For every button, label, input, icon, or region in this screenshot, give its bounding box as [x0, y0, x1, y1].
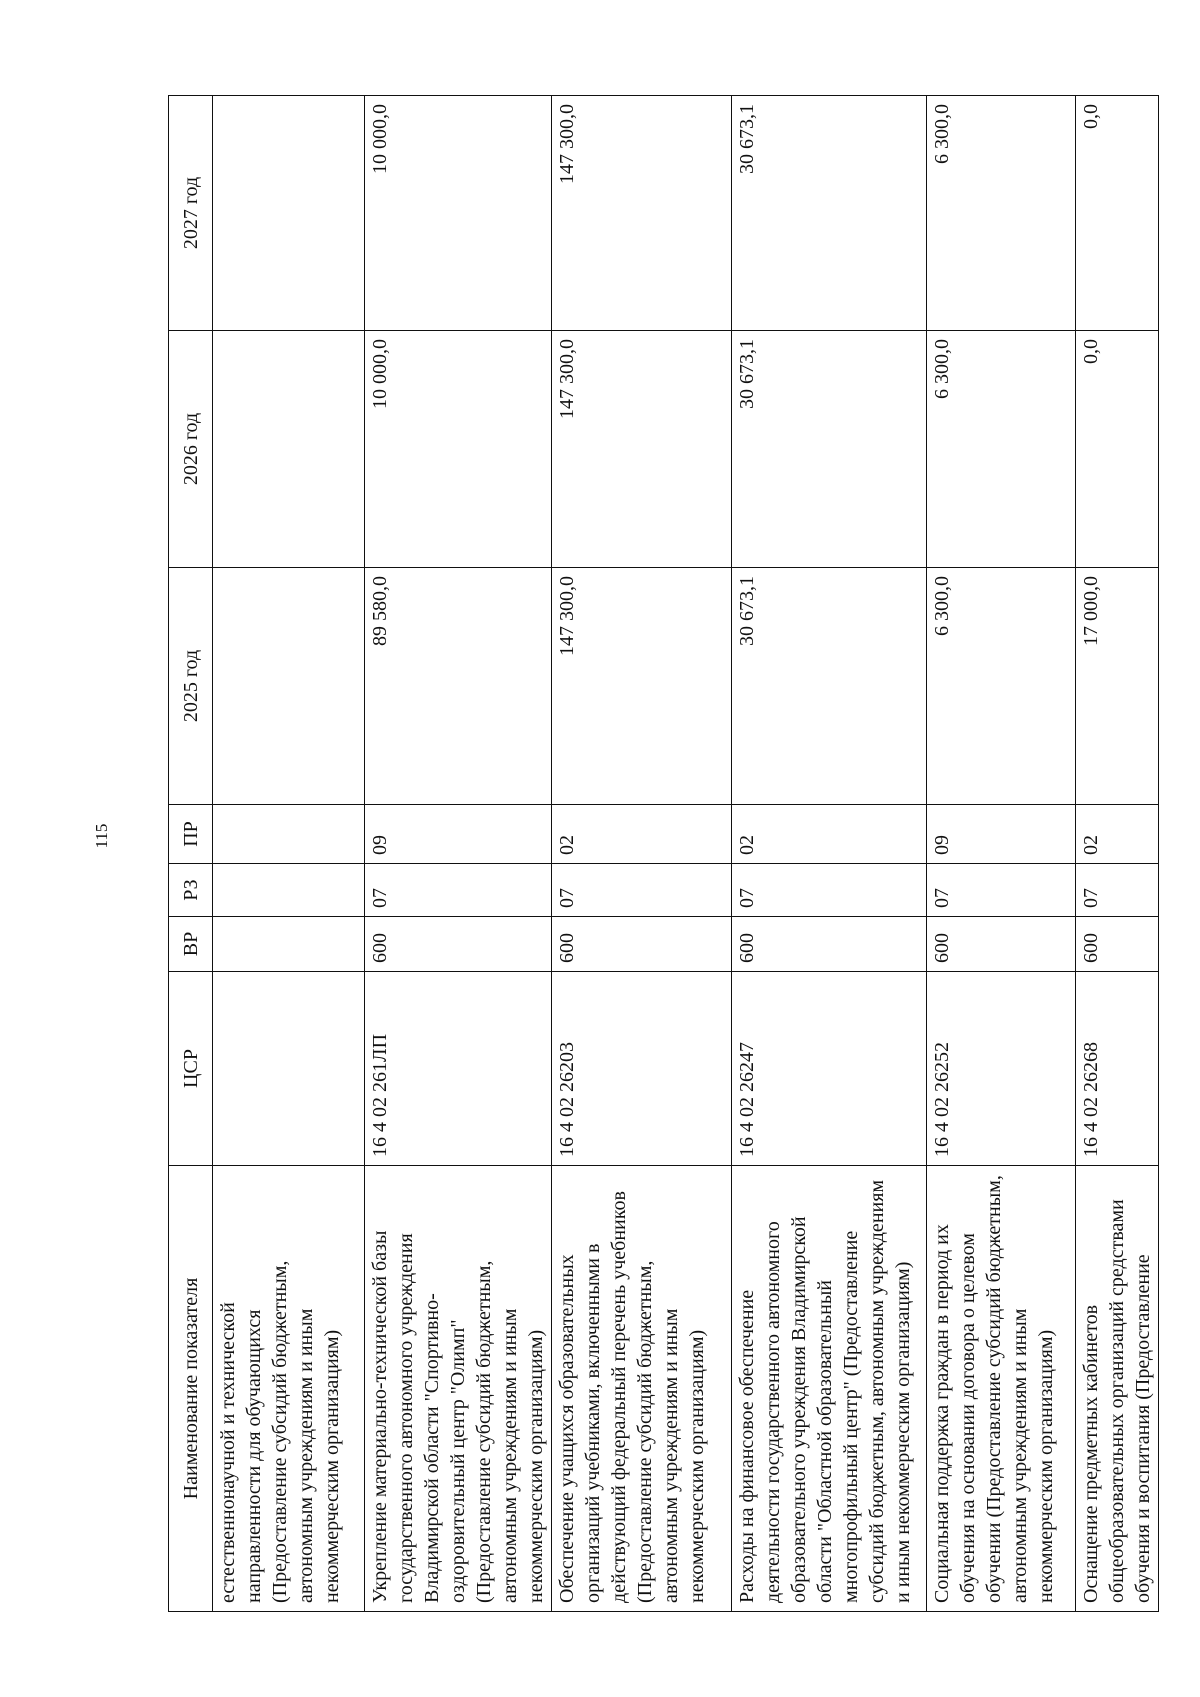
cell-name: Социальная поддержка граждан в период их обучения на основании договора о целевом обучении (Предоставление субсидий бюджетным, автономным учреждениям и иным некоммерческим организациям)	[927, 1166, 1076, 1612]
cell-2027: 10 000,0	[365, 96, 552, 331]
cell-vr: 600	[927, 917, 1076, 972]
header-csr: ЦСР	[169, 972, 213, 1166]
cell-csr	[213, 972, 365, 1166]
table-row	[927, 96, 1076, 1612]
cell-csr: 16 4 02 26268	[1076, 972, 1159, 1166]
cell-2027: 30 673,1	[732, 96, 927, 331]
header-2025: 2025 год	[169, 568, 213, 805]
cell-rz: 07	[927, 864, 1076, 917]
cell-csr: 16 4 02 261ЛП	[365, 972, 552, 1166]
cell-vr: 600	[552, 917, 732, 972]
cell-rz: 07	[732, 864, 927, 917]
cell-pr: 09	[365, 805, 552, 864]
cell-2025: 89 580,0	[365, 568, 552, 805]
cell-pr: 02	[1076, 805, 1159, 864]
cell-rz: 07	[552, 864, 732, 917]
cell-pr: 02	[732, 805, 927, 864]
cell-name: Укрепление материально-технической базы государственного автономного учреждения Владимирской области "Спортивно-оздоровительный центр "Олимп" (Предоставление субсидий бюджетным, автономным учреждениям и иным некоммерческим организациям)	[365, 1166, 552, 1612]
header-2027: 2027 год	[169, 96, 213, 331]
header-pr: ПР	[169, 805, 213, 864]
cell-name: Расходы на финансовое обеспечение деятельности государственного автономного образовательного учреждения Владимирской области "Областной образовательный многопрофильный центр" (Предоставление субсидий бюджетным, автономным учреждениям и иным некоммерческим организациям)	[732, 1166, 927, 1612]
header-2026: 2026 год	[169, 331, 213, 568]
header-rz: РЗ	[169, 864, 213, 917]
table-row	[552, 96, 732, 1612]
cell-2027: 147 300,0	[552, 96, 732, 331]
page-number: 115	[92, 823, 111, 849]
cell-2026: 147 300,0	[552, 331, 732, 568]
cell-vr: 600	[732, 917, 927, 972]
cell-name: Оснащение предметных кабинетов общеобразовательных организаций средствами обучения и воспитания (Предоставление	[1076, 1166, 1159, 1612]
cell-2026: 0,0	[1076, 331, 1159, 568]
cell-2026: 30 673,1	[732, 331, 927, 568]
cell-pr: 09	[927, 805, 1076, 864]
cell-2026	[213, 331, 365, 568]
cell-2026: 6 300,0	[927, 331, 1076, 568]
cell-2027: 0,0	[1076, 96, 1159, 331]
table-row	[213, 96, 365, 1612]
cell-2025	[213, 568, 365, 805]
cell-vr: 600	[365, 917, 552, 972]
cell-csr: 16 4 02 26247	[732, 972, 927, 1166]
cell-csr: 16 4 02 26252	[927, 972, 1076, 1166]
cell-rz: 07	[1076, 864, 1159, 917]
cell-2026: 10 000,0	[365, 331, 552, 568]
cell-rz	[213, 864, 365, 917]
cell-2027: 6 300,0	[927, 96, 1076, 331]
cell-rz: 07	[365, 864, 552, 917]
cell-name: Обеспечение учащихся образовательных организаций учебниками, включенными в действующий федеральный перечень учебников (Предоставление субсидий бюджетным, автономным учреждениям и иным некоммерческим организациям)	[552, 1166, 732, 1612]
header-vr: ВР	[169, 917, 213, 972]
cell-pr	[213, 805, 365, 864]
cell-2025: 6 300,0	[927, 568, 1076, 805]
budget-table	[168, 95, 1159, 1612]
cell-pr: 02	[552, 805, 732, 864]
cell-csr: 16 4 02 26203	[552, 972, 732, 1166]
rotated-table-container	[168, 96, 1154, 1612]
cell-2025: 30 673,1	[732, 568, 927, 805]
table-row	[732, 96, 927, 1612]
table-header-row	[169, 96, 213, 1612]
cell-vr: 600	[1076, 917, 1159, 972]
cell-2027	[213, 96, 365, 331]
cell-2025: 17 000,0	[1076, 568, 1159, 805]
cell-name: естественнонаучной и технической направленности для обучающихся (Предоставление субсидий бюджетным, автономным учреждениям и иным некоммерческим организациям)	[213, 1166, 365, 1612]
cell-2025: 147 300,0	[552, 568, 732, 805]
table-row	[365, 96, 552, 1612]
cell-vr	[213, 917, 365, 972]
table-row	[1076, 96, 1159, 1612]
header-name: Наименование показателя	[169, 1166, 213, 1612]
